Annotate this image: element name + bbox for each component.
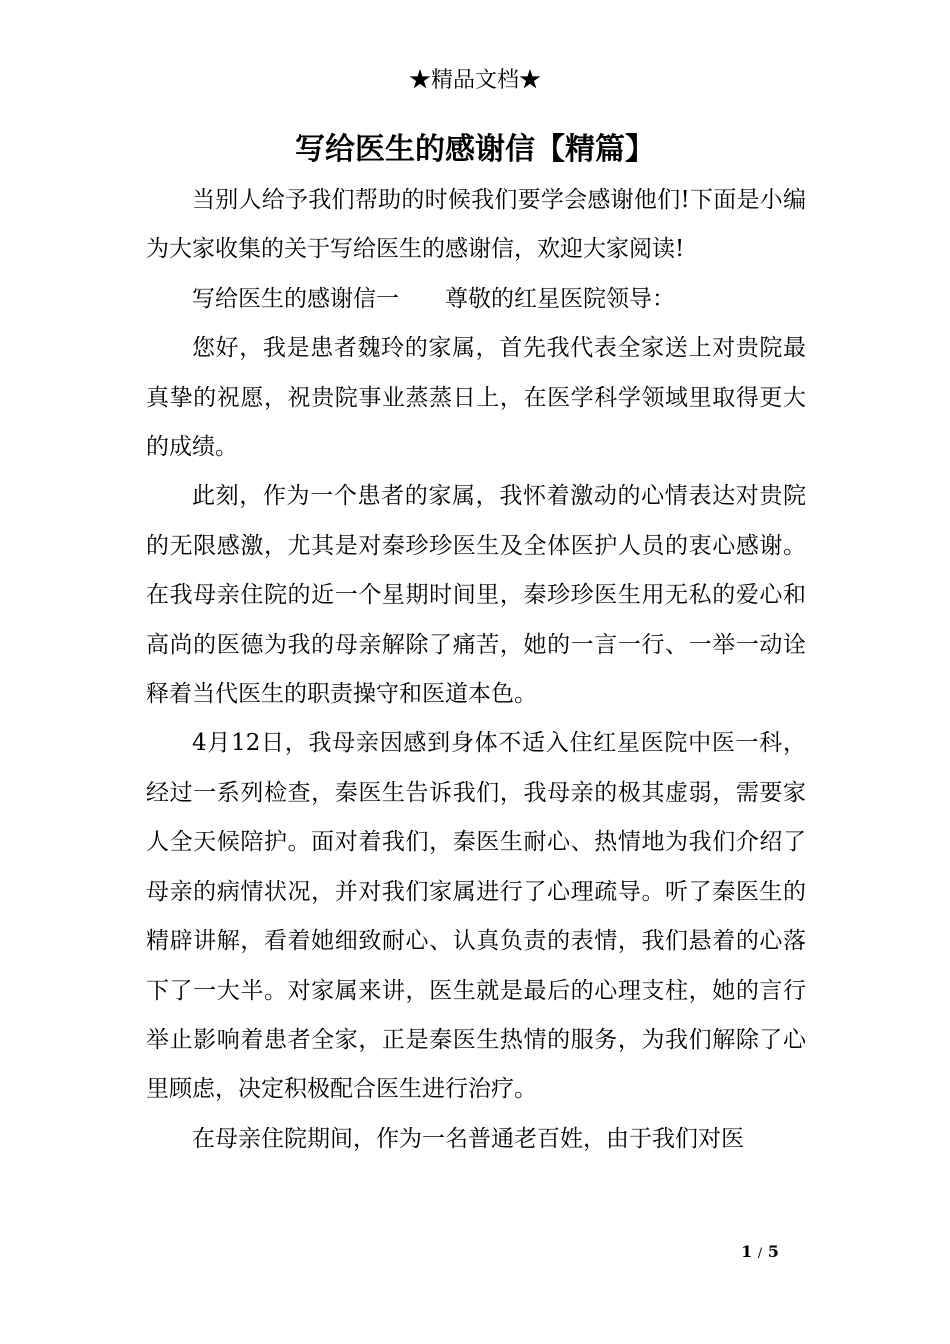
paragraph-gratitude: 此刻，作为一个患者的家属，我怀着激动的心情表达对贵院的无限感激，尤其是对秦珍珍医生及全体医护人员的衷心感谢。在我母亲住院的近一个星期时间里，秦珍珍医生用无私的爱心和高尚的医德为我的母亲解除了痛苦，她的一言一行、一举一动诠释着当代医生的职责操守和医道本色。 — [146, 483, 806, 708]
paragraph-greeting: 您好，我是患者魏玲的家属，首先我代表全家送上对贵院最真挚的祝愿，祝贵院事业蒸蒸日上，在医学科学领域里取得更大的成绩。 — [146, 335, 806, 461]
paragraph-letter-heading: 写给医生的感谢信一 尊敬的红星医院领导： — [192, 285, 675, 312]
header-label: ★精品文档★ — [408, 68, 541, 93]
page-number-current: 1 — [741, 1242, 753, 1261]
paragraph-intro: 当别人给予我们帮助的时候我们要学会感谢他们!下面是小编为大家收集的关于写给医生的感谢信，欢迎大家阅读! — [146, 187, 806, 263]
document-title: 写给医生的感谢信【精篇】 — [295, 132, 655, 167]
page-number — [700, 1242, 820, 1264]
paragraph-hospital-stay: 在母亲住院期间，作为一名普通老百姓，由于我们对医 — [192, 1125, 744, 1152]
page-number-separator: / — [757, 1246, 763, 1261]
paragraph-admission: 4月12日，我母亲因感到身体不适入住红星医院中医一科，经过一系列检查，秦医生告诉我们，我母亲的极其虚弱，需要家人全天候陪护。面对着我们，秦医生耐心、热情地为我们介绍了母亲的病情状况，并对我们家属进行了心理疏导。听了秦医生的精辟讲解，看着她细致耐心、认真负责的表情，我们悬着的心落下了一大半。对家属来讲，医生就是最后的心理支柱，她的言行举止影响着患者全家，正是秦医生热情的服务，为我们解除了心里顾虑，决定积极配合医生进行治疗。 — [146, 730, 806, 1103]
page-number-total: 5 — [767, 1242, 779, 1261]
page-header — [0, 66, 950, 96]
document-body — [146, 176, 806, 1164]
